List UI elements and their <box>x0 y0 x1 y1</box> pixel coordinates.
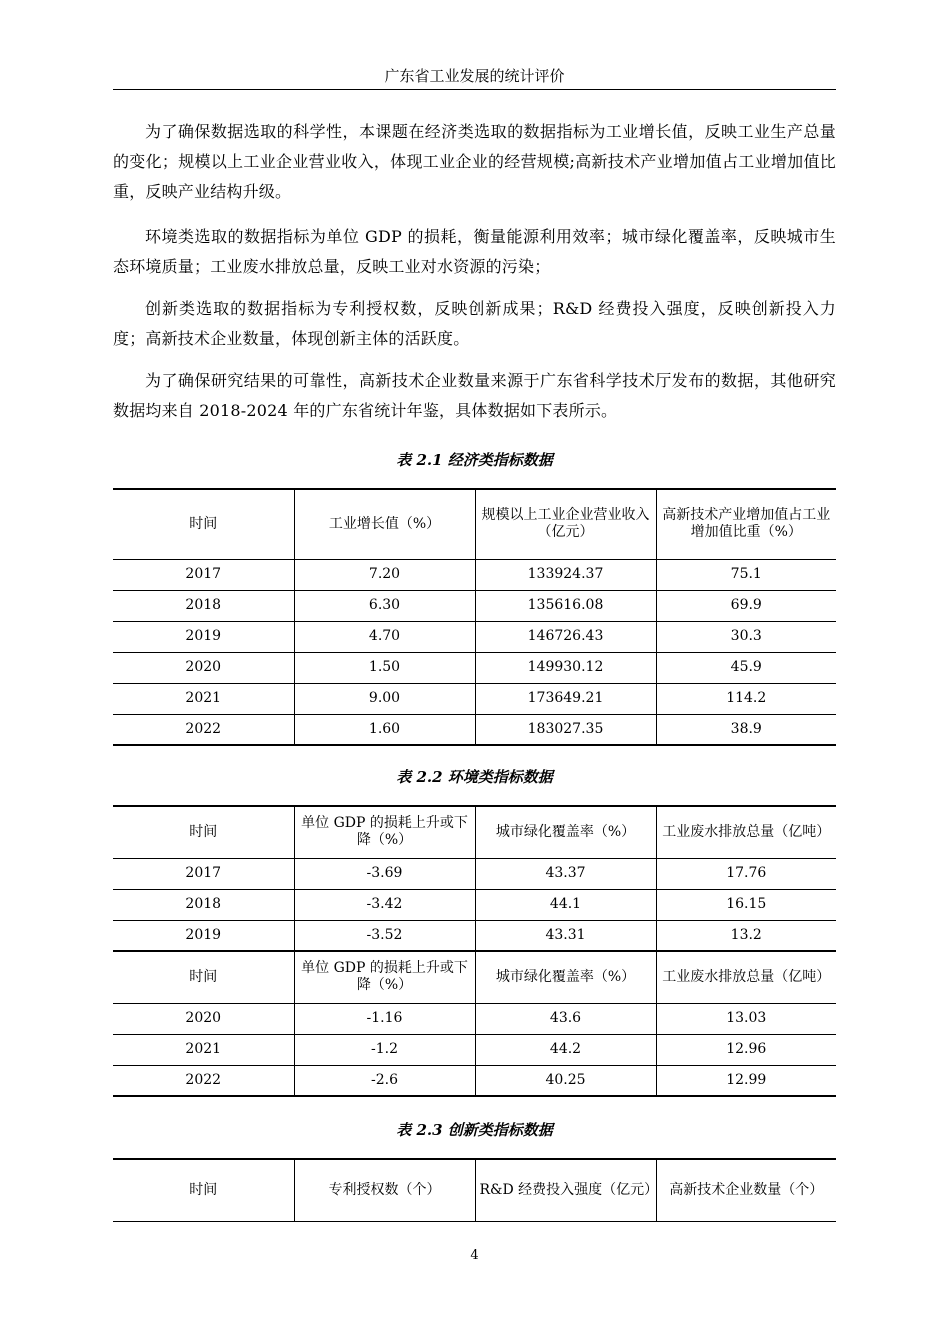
table-cell: 2020 <box>113 1003 294 1034</box>
paragraph-data-selection: 为了确保数据选取的科学性，本课题在经济类选取的数据指标为工业增长值，反映工业生产总量的变化；规模以上工业企业营业收入，体现工业企业的经营规模;高新技术产业增加值占工业增加值比重，反映产业结构升级。 <box>113 122 836 201</box>
table-economic-indicators <box>113 488 836 746</box>
table-cell: 44.2 <box>475 1034 656 1065</box>
table-cell: 4.70 <box>294 621 475 652</box>
header-cell: 时间 <box>113 489 294 559</box>
table-cell: 43.37 <box>475 858 656 889</box>
table-cell: 173649.21 <box>475 683 656 714</box>
table-cell: 40.25 <box>475 1065 656 1096</box>
table-cell: 149930.12 <box>475 652 656 683</box>
table-header-row-repeat <box>113 951 836 1003</box>
table-cell: 17.76 <box>656 858 836 889</box>
table-row <box>113 858 836 889</box>
table-cell: 135616.08 <box>475 590 656 621</box>
header-cell: 规模以上工业企业营业收入（亿元） <box>475 489 656 559</box>
table-cell: 2018 <box>113 889 294 920</box>
table-cell: 114.2 <box>656 683 836 714</box>
table-row <box>113 559 836 590</box>
table2-caption: 表 2.2 环境类指标数据 <box>396 768 553 786</box>
table-cell: 1.50 <box>294 652 475 683</box>
header-cell: 单位 GDP 的损耗上升或下降（%） <box>294 951 475 1003</box>
table-cell: 183027.35 <box>475 714 656 745</box>
header-cell: 时间 <box>113 1159 294 1221</box>
table-cell: 133924.37 <box>475 559 656 590</box>
table-cell: -1.16 <box>294 1003 475 1034</box>
table-cell: 2021 <box>113 683 294 714</box>
table-cell: 2019 <box>113 920 294 951</box>
table3-caption: 表 2.3 创新类指标数据 <box>396 1121 553 1139</box>
table-cell: 12.96 <box>656 1034 836 1065</box>
table-cell: -1.2 <box>294 1034 475 1065</box>
table-cell: 43.6 <box>475 1003 656 1034</box>
table-row <box>113 590 836 621</box>
table-row <box>113 652 836 683</box>
table-header-row <box>113 1159 836 1221</box>
table-cell: 12.99 <box>656 1065 836 1096</box>
table-cell: 45.9 <box>656 652 836 683</box>
table1-caption: 表 2.1 经济类指标数据 <box>396 451 553 469</box>
table-cell: 38.9 <box>656 714 836 745</box>
table-cell: 16.15 <box>656 889 836 920</box>
paragraph-environment: 环境类选取的数据指标为单位 GDP 的损耗，衡量能源利用效率；城市绿化覆盖率，反映城市生态环境质量；工业废水排放总量，反映工业对水资源的污染； <box>113 227 836 276</box>
table-cell: 146726.43 <box>475 621 656 652</box>
table-cell: 9.00 <box>294 683 475 714</box>
header-cell: 城市绿化覆盖率（%） <box>475 806 656 858</box>
table-row <box>113 714 836 745</box>
header-cell: 城市绿化覆盖率（%） <box>475 951 656 1003</box>
table-cell: -3.69 <box>294 858 475 889</box>
table-row <box>113 1003 836 1034</box>
table-cell: 2022 <box>113 714 294 745</box>
table-cell: 43.31 <box>475 920 656 951</box>
table-cell: 1.60 <box>294 714 475 745</box>
table-cell: 13.2 <box>656 920 836 951</box>
table-cell: 2020 <box>113 652 294 683</box>
running-header: 广东省工业发展的统计评价 <box>384 67 565 85</box>
paragraph-data-source: 为了确保研究结果的可靠性，高新技术企业数量来源于广东省科学技术厅发布的数据，其他研究数据均来自 2018-2024 年的广东省统计年鉴，具体数据如下表所示。 <box>113 371 836 420</box>
table-cell: -3.52 <box>294 920 475 951</box>
table-cell: 2021 <box>113 1034 294 1065</box>
table-innovation-indicators <box>113 1158 836 1222</box>
table-cell: 2017 <box>113 858 294 889</box>
table-row <box>113 1034 836 1065</box>
header-cell: 工业废水排放总量（亿吨） <box>656 806 836 858</box>
table-cell: 6.30 <box>294 590 475 621</box>
table-cell: 13.03 <box>656 1003 836 1034</box>
table-row <box>113 1065 836 1096</box>
table-row <box>113 621 836 652</box>
table-cell: 2022 <box>113 1065 294 1096</box>
table-cell: 69.9 <box>656 590 836 621</box>
header-cell: 时间 <box>113 806 294 858</box>
header-cell: 专利授权数（个） <box>294 1159 475 1221</box>
table-environment-indicators <box>113 805 836 1097</box>
header-cell: 高新技术产业增加值占工业增加值比重（%） <box>656 489 836 559</box>
table-row <box>113 920 836 951</box>
table-row <box>113 683 836 714</box>
table-cell: 30.3 <box>656 621 836 652</box>
header-rule <box>113 89 836 90</box>
header-cell: 工业废水排放总量（亿吨） <box>656 951 836 1003</box>
table-cell: -2.6 <box>294 1065 475 1096</box>
table-cell: 2017 <box>113 559 294 590</box>
header-cell: 单位 GDP 的损耗上升或下降（%） <box>294 806 475 858</box>
table-cell: 44.1 <box>475 889 656 920</box>
header-cell: R&D 经费投入强度（亿元） <box>475 1159 656 1221</box>
header-cell: 工业增长值（%） <box>294 489 475 559</box>
table-cell: 2018 <box>113 590 294 621</box>
table-header-row <box>113 489 836 559</box>
paragraph-innovation: 创新类选取的数据指标为专利授权数，反映创新成果；R&D 经费投入强度，反映创新投入力度；高新技术企业数量，体现创新主体的活跃度。 <box>113 299 836 348</box>
table-header-row <box>113 806 836 858</box>
header-cell: 高新技术企业数量（个） <box>656 1159 836 1221</box>
header-cell: 时间 <box>113 951 294 1003</box>
table-cell: 75.1 <box>656 559 836 590</box>
table-row <box>113 889 836 920</box>
page-number: 4 <box>470 1248 479 1263</box>
table-cell: -3.42 <box>294 889 475 920</box>
table-cell: 7.20 <box>294 559 475 590</box>
table-cell: 2019 <box>113 621 294 652</box>
